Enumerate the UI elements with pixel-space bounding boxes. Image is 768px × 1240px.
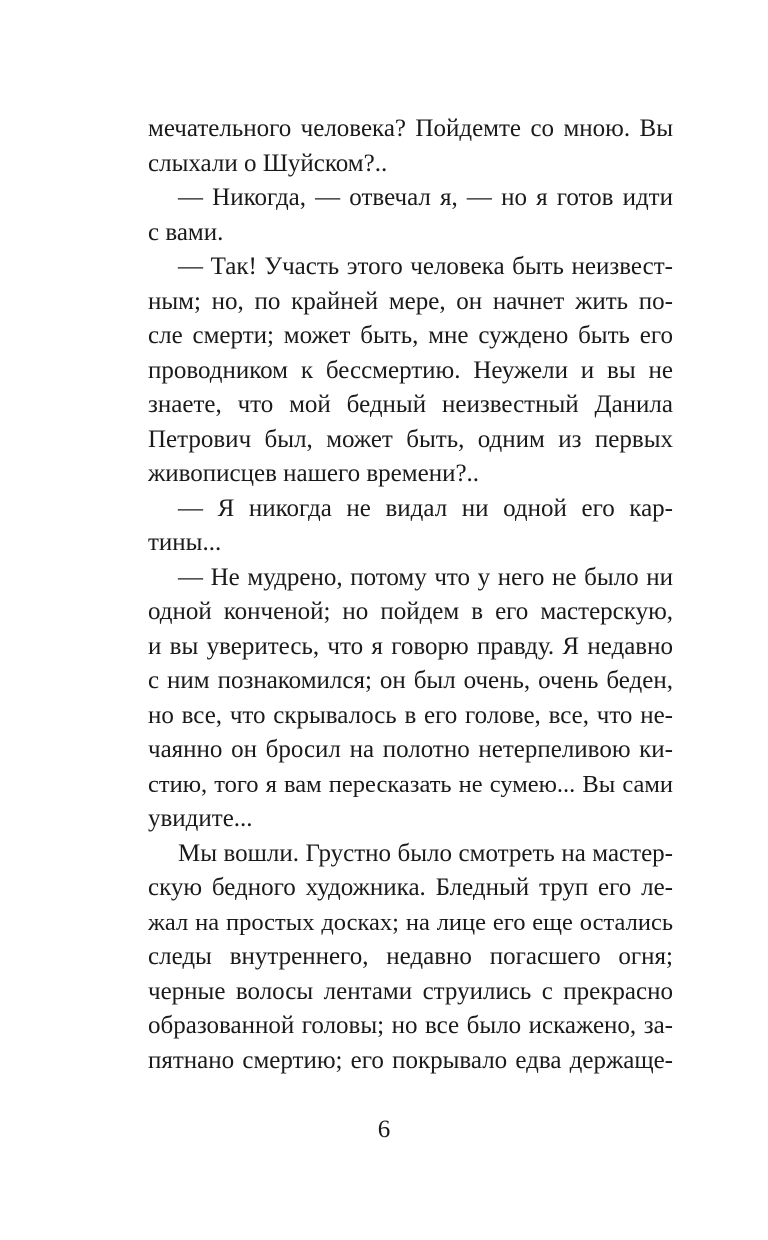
text-line: стию, того я вам пересказать не сумею... Вы сами	[148, 770, 673, 798]
text-line: Петрович был, может быть, одним из первых	[148, 425, 673, 453]
text-line: с ним познакомился; он был очень, очень беден,	[148, 667, 673, 694]
text-line: жал на простых досках; на лице его еще остались	[148, 908, 673, 936]
page-number: 6	[377, 1116, 391, 1143]
text-line: скую бедного художника. Бледный труп его ле-	[148, 874, 673, 901]
text-line: образованной головы; но все было искажено, за-	[148, 1012, 673, 1039]
text-line: тины...	[148, 529, 222, 556]
text-line: Мы вошли. Грустно было смотреть на мастер-	[178, 839, 673, 867]
body-text	[148, 112, 673, 1078]
text-line: следы внутреннего, недавно погасшего огня;	[148, 943, 673, 970]
text-line: пятнано смертию; его покрывало едва держаще-	[148, 1046, 673, 1074]
text-line: — Я никогда не видал ни одной его кар-	[178, 494, 673, 522]
text-line: сле смерти; может быть, мне суждено быть его	[148, 322, 673, 349]
text-line: но все, что скрывалось в его голове, все, что не-	[148, 701, 673, 729]
text-line: ным; но, по крайней мере, он начнет жить по-	[148, 287, 673, 315]
text-line: живописцев нашего времени?..	[148, 460, 480, 487]
text-line: — Никогда, — отвечал я, — но я готов идти	[178, 184, 673, 211]
text-line: и вы уверитесь, что я говорю правду. Я недавно	[148, 632, 673, 660]
text-line: мечательного человека? Пойдемте со мною. Вы	[148, 115, 673, 142]
text-line: проводником к бессмертию. Неужели и вы не	[148, 356, 673, 384]
text-line: черные волосы лентами струились с прекрасно	[148, 977, 673, 1005]
text-line: одной конченой; но пойдем в его мастерскую,	[148, 598, 673, 625]
text-line: увидите...	[148, 805, 253, 832]
text-line: с вами.	[148, 218, 224, 246]
text-line: знаете, что мой бедный неизвестный Данила	[148, 391, 673, 418]
text-line: чаянно он бросил на полотно нетерпеливою ки-	[148, 736, 673, 763]
text-line: — Не мудрено, потому что у него не было ни	[178, 563, 673, 591]
text-line: слыхали о Шуйском?..	[148, 149, 388, 177]
text-line: — Так! Участь этого человека быть неизвест-	[178, 253, 673, 280]
